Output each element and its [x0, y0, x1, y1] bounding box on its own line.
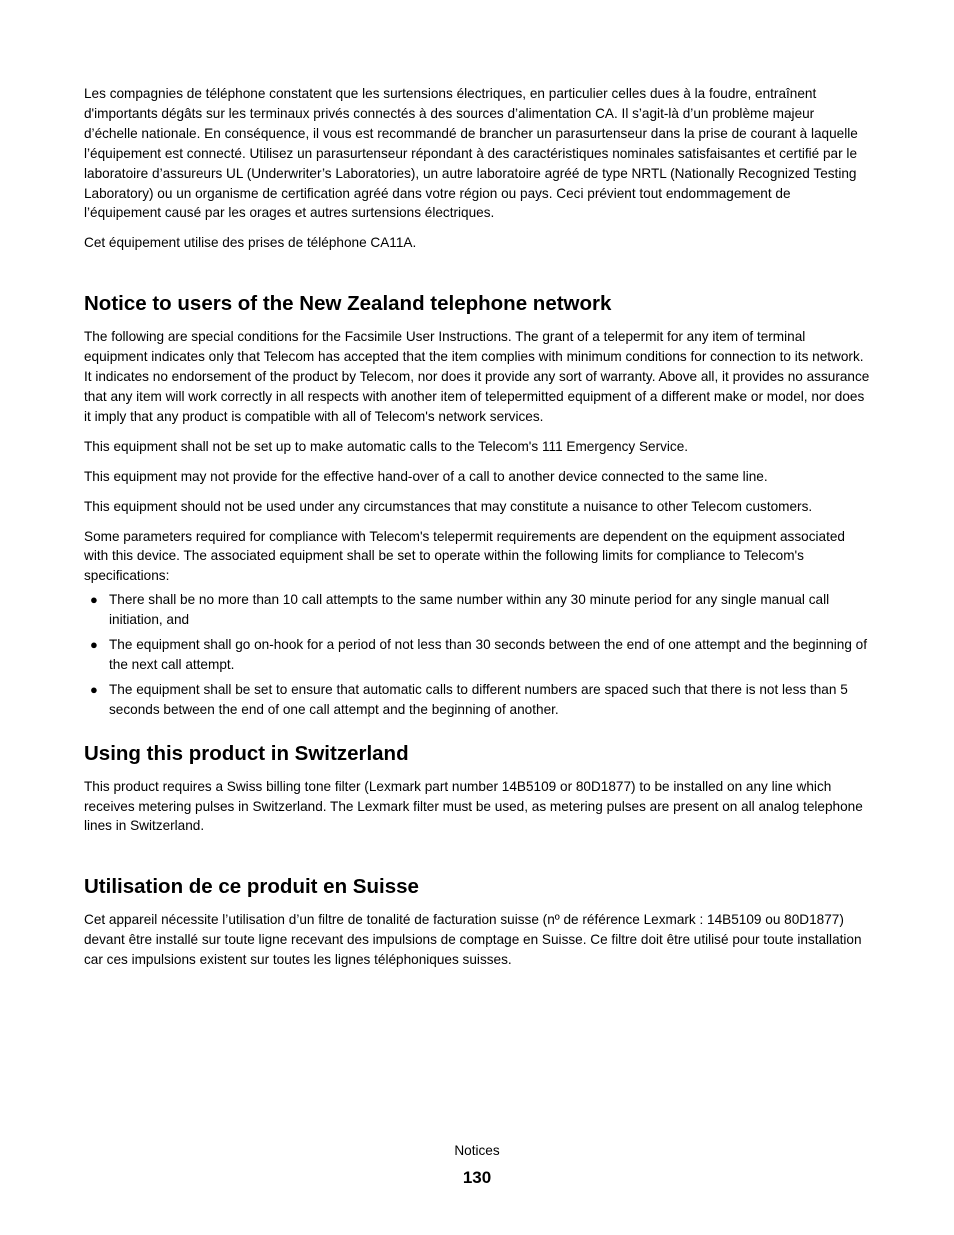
heading-suisse: Utilisation de ce produit en Suisse — [84, 875, 419, 899]
nz-paragraph-parameters: Some parameters required for compliance with Telecom's telepermit requirements are dependent on the equipment associated with this device. The associated equipment shall be set to operate within the following limits for compliance to Telecom's specifications: — [84, 528, 845, 584]
list-item-text: The equipment shall go on-hook for a period of not less than 30 seconds between the end of one attempt and the beginning of the next call attempt. — [109, 637, 868, 672]
suisse-paragraph: Cet appareil nécessite l’utilisation d’un filtre de tonalité de facturation suisse (nº de référence Lexmark : 14B5109 ou 80D1877) devant être installé sur toute ligne recevant des impulsions de comptage en Suisse. Ce filtre doit être utilisé pour toute installation car ces impulsions existent sur toutes les lignes téléphoniques suisses. — [84, 912, 862, 968]
document-body — [84, 84, 870, 980]
nz-paragraph-emergency: This equipment shall not be set up to make automatic calls to the Telecom's 111 Emergency Service. — [84, 438, 689, 454]
switzerland-paragraph: This product requires a Swiss billing tone filter (Lexmark part number 14B5109 or 80D1877) to be installed on any line which receives metering pulses in Switzerland. The Lexmark filter must be used, as metering pulses are present on all analog telephone lines in Switzerland. — [84, 778, 863, 834]
intro-paragraph-jacks: Cet équipement utilise des prises de téléphone CA11A. — [84, 235, 417, 251]
footer-section-label: Notices — [454, 1143, 500, 1158]
heading-switzerland: Using this product in Switzerland — [84, 741, 409, 765]
bullet-icon: ● — [90, 592, 98, 608]
page-number: 130 — [462, 1168, 492, 1187]
bullet-icon: ● — [90, 637, 98, 653]
nz-bullet-list — [84, 590, 870, 719]
list-item — [84, 680, 870, 720]
nz-paragraph-nuisance: This equipment should not be used under any circumstances that may constitute a nuisance to other Telecom customers. — [84, 498, 813, 514]
list-item — [84, 635, 870, 675]
heading-new-zealand: Notice to users of the New Zealand telephone network — [84, 292, 612, 316]
bullet-icon: ● — [90, 681, 98, 697]
list-item — [84, 590, 870, 630]
intro-paragraph-surge: Les compagnies de téléphone constatent que les surtensions électriques, en particulier celles dues à la foudre, entraînent d'importants dégâts sur les terminaux privés connectés à des sources d’alimentation CA. Il s’agit-là d’un problème majeur d’échelle nationale. En conséquence, il vous est recommandé de brancher un parasurtenseur dans la prise de courant à laquelle l’équipement est connecté. Utilisez un parasurtenseur répondant à des caractéristiques nominales satisfaisantes et certifié par le laboratoire d’assureurs UL (Underwriter’s Laboratories), un autre laboratoire agréé de type NRTL (Nationally Recognized Testing Laboratory) ou un organisme de certification agréé dans votre région ou pays. Ceci prévient tout endommagement de l’équipement causé par les orages et autres surtensions électriques. — [84, 86, 858, 221]
nz-paragraph-conditions: The following are special conditions for the Facsimile User Instructions. The grant of a telepermit for any item of terminal equipment indicates only that Telecom has accepted that the item complies with minimum conditions for connection to its network. It indicates no endorsement of the product by Telecom, nor does it provide any sort of warranty. Above all, it provides no assurance that any item will work correctly in all respects with another item of telepermitted equipment of a different make or model, nor does it imply that any product is compatible with all of Telecom's network services. — [84, 329, 870, 424]
list-item-text: There shall be no more than 10 call attempts to the same number within any 30 minute period for any single manual call initiation, and — [109, 592, 830, 628]
nz-paragraph-handover: This equipment may not provide for the effective hand-over of a call to another device connected to the same line. — [84, 468, 768, 484]
list-item-text: The equipment shall be set to ensure that automatic calls to different numbers are spaced such that there is not less than 5 seconds between the end of one call attempt and the beginning of another. — [109, 681, 848, 717]
